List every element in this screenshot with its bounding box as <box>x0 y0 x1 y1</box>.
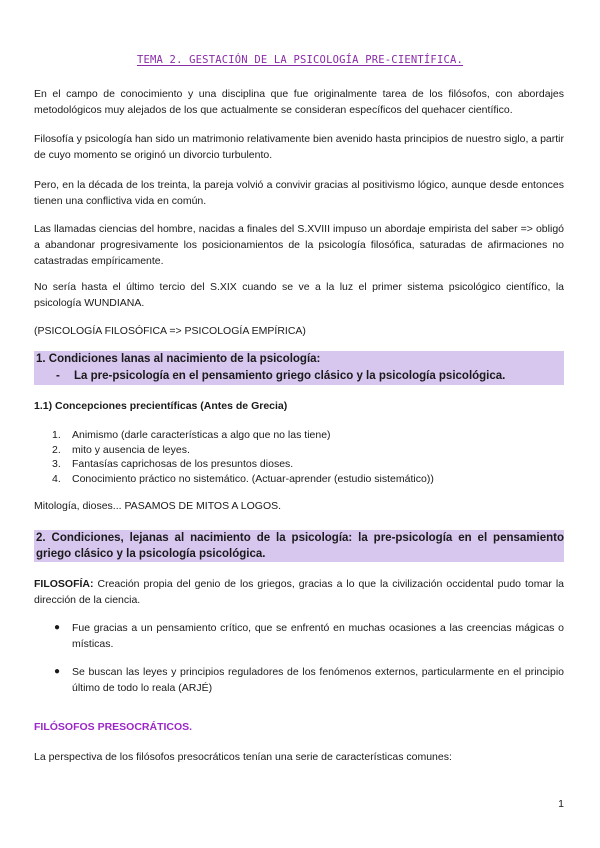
section1-subheading <box>56 368 505 385</box>
dash-marker: - <box>56 370 60 382</box>
paragraph-thirties: Pero, en la década de los treinta, la pareja volvió a convivir gracias al positivismo lógico, aunque desde entonces tienen una conflictiva vida en común. <box>34 179 564 207</box>
paragraph-marriage: Filosofía y psicología han sido un matrimonio relativamente bien avenido hasta principios de nuestro siglo, a partir de cuyo momento se originó un divorcio turbulento. <box>34 133 564 161</box>
bullet-icon: ● <box>54 622 61 633</box>
list-item: 4. Conocimiento práctico no sistemático. (Actuar-aprender (estudio sistemático)) <box>52 472 434 485</box>
presocratics-paragraph: La perspectiva de los filósofos presocráticos tenían una serie de características comunes: <box>34 751 452 763</box>
filosofia-text: Creación propia del genio de los griegos, gracias a lo que la civilización occidental pudo tomar la dirección de la ciencia. <box>34 578 564 606</box>
filosofia-label: FILOSOFÍA: <box>34 578 94 590</box>
bullet-icon: ● <box>54 666 61 677</box>
list-item: 1. Animismo (darle características a algo que no las tiene) <box>52 429 331 441</box>
page-number: 1 <box>558 798 564 810</box>
numbered-list <box>52 428 434 486</box>
page-title: TEMA 2. GESTACIÓN DE LA PSICOLOGÍA PRE-CIENTÍFICA. <box>136 54 464 66</box>
mythology-line: Mitología, dioses... PASAMOS DE MITOS A LOGOS. <box>34 500 282 512</box>
paragraph-intro: En el campo de conocimiento y una disciplina que fue originalmente tarea de los filósofos, con abordajes metodológicos muy alejados de los que actualmente se consideran específicos del quehacer científico. <box>34 88 564 116</box>
paragraph-summary: (PSICOLOGÍA FILOSÓFICA => PSICOLOGÍA EMPÍRICA) <box>34 325 306 337</box>
section1-subheading-text: La pre-psicología en el pensamiento griego clásico y la psicología psicológica. <box>74 370 506 382</box>
filosofia-paragraph <box>34 576 564 608</box>
presocratics-heading: FILÓSOFOS PRESOCRÁTICOS. <box>34 721 193 733</box>
list-item: 2. mito y ausencia de leyes. <box>52 443 190 456</box>
section1-heading: 1. Condiciones lanas al nacimiento de la psicología: <box>36 353 321 365</box>
paragraph-wundt: No sería hasta el último tercio del S.XIX cuando se ve a la luz el primer sistema psicológico científico, la psicología WUNDIANA. <box>34 281 564 309</box>
section1-1-heading: 1.1) Concepciones precientíficas (Antes de Grecia) <box>34 400 288 412</box>
bullet-text: Se buscan las leyes y principios reguladores de los fenómenos externos, particularmente en el principio último de todo lo reala (ARJÉ) <box>72 666 564 694</box>
bullet-text: Fue gracias a un pensamiento crítico, que se enfrentó en muchas ocasiones a las creencias mágicas o místicas. <box>72 622 564 650</box>
list-item: 3. Fantasías caprichosas de los presuntos dioses. <box>52 458 294 470</box>
paragraph-sciences: Las llamadas ciencias del hombre, nacidas a finales del S.XVIII impuso un abordaje empirista del saber => obligó a abandonar progresivamente los posicionamientos de la psicología filosófica, saturadas de afirmaciones no catastradas empíricamente. <box>34 223 564 267</box>
section2-heading: 2. Condiciones, lejanas al nacimiento de la psicología: la pre-psicología en el pensamiento griego clásico y la psicología psicológica. <box>36 532 564 560</box>
